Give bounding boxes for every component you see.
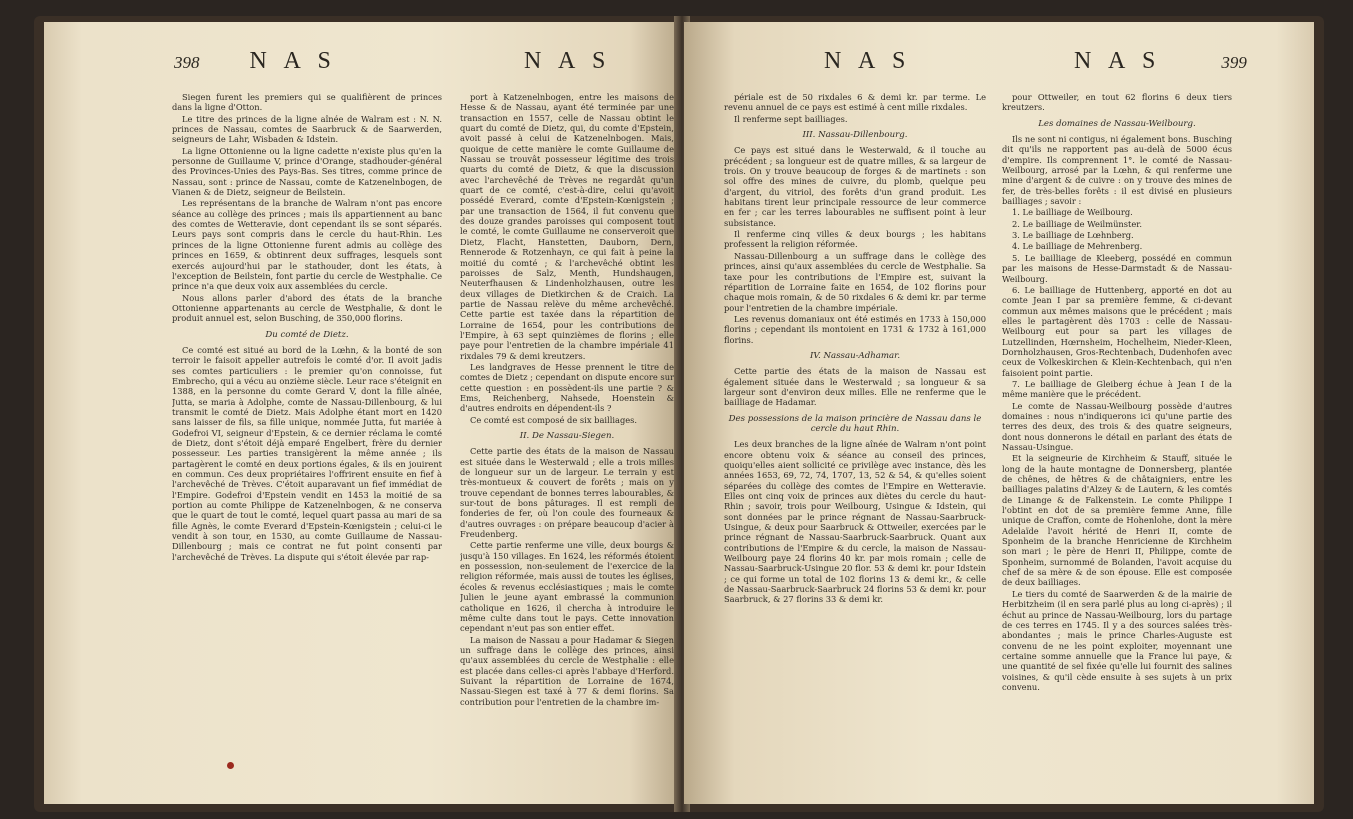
page-number: 399 bbox=[1221, 53, 1247, 72]
paragraph: 6. Le bailliage de Huttenberg, apporté en dot au comte Jean I par sa première femme, & ci-devant commun aux mêmes maisons que le précédent ; mais elles le partagèrent dès 1703 : celle de Nassau-Weilbourg eut pour sa part les villages de Lutzellinden, Hœrnsheim, Hochelheim, Nieder-Kleen, Dornholzhausen, Gros-Rechtenbach, Dudenhofen avec ceux de Volkeskirchen & Klein-Kechtenbach, qui n'en faisoient point partie. bbox=[1002, 284, 1232, 378]
section-heading: Les domaines de Nassau-Weilbourg. bbox=[1038, 118, 1196, 129]
paragraph: La ligne Ottonienne ou la ligne cadette n'existe plus qu'en la personne de Guillaume V, prince d'Orange, stadhouder-général des Provinces-Unies des Pays-Bas. Ses titres, comme prince de Nassau, sont : prince de Nassau, comte de Katzenelnbogen, de Vianen & de Dietz, seigneur de Beilstein. bbox=[172, 145, 442, 198]
paragraph: Ils ne sont ni contigus, ni également bons. Busching dit qu'ils ne rapportent pas au-delà de 5000 écus d'empire. Ils comprennent 1°. le comté de Nassau-Weilbourg, arrosé par la Lœhn, & qui renferme une mine d'argent & de cuivre : on y trouve des mines de fer, de très-belles forêts : il est divisé en plusieurs bailliages ; savoir : bbox=[1002, 134, 1232, 207]
paragraph: Cette partie des états de la maison de Nassau est également située dans le Westerwald ; sa longueur & sa largeur sont d'environ deux milles. Elle ne renferme que le bailliage de Hadamar. bbox=[724, 366, 986, 408]
wax-stain bbox=[227, 762, 234, 769]
paragraph: 7. Le bailliage de Gleiberg échue à Jean I de la même manière que le précédent. bbox=[1002, 378, 1232, 400]
paragraph: La maison de Nassau a pour Hadamar & Siegen un suffrage dans le collège des princes, ainsi qu'aux assemblées du cercle de Westphalie : elle est placée dans celles-ci après l'abbaye d'Herford. Suivant la répartition de Lorraine de 1674, Nassau-Siegen est taxé à 77 & demi florins. Sa contribution pour l'entretien de la chambre im- bbox=[460, 634, 674, 707]
page-number: 398 bbox=[174, 53, 200, 72]
paragraph: Il renferme sept bailliages. bbox=[734, 113, 848, 124]
paragraph: 1. Le bailliage de Weilbourg. bbox=[1012, 207, 1133, 218]
section-heading: III. Nassau-Dillenbourg. bbox=[802, 130, 908, 141]
left-page-header bbox=[174, 48, 337, 82]
paragraph: périale est de 50 rixdales 6 & demi kr. par terme. Le revenu annuel de ce pays est estimé à cent mille rixdales. bbox=[724, 92, 986, 113]
paragraph: 5. Le bailliage de Kleeberg, possédé en commun par les maisons de Hesse-Darmstadt & de Nassau-Weilbourg. bbox=[1002, 252, 1232, 284]
paragraph: Nassau-Dillenbourg a un suffrage dans le collège des princes, ainsi qu'aux assemblées du cercle de Westphalie. Sa taxe pour les contributions de l'Empire est, suivant la répartition de Lorraine faite en 1654, de 102 florins pour chaque mois romain, & de 50 rixdales 6 & demi kr. par terme pour l'entretien de la chambre impériale. bbox=[724, 250, 986, 313]
paragraph: Siegen furent les premiers qui se qualifièrent de princes dans la ligne d'Otton. bbox=[172, 92, 442, 113]
paragraph: Le tiers du comté de Saarwerden & de la mairie de Herbitzheim (il en sera parlé plus au long ci-après) ; il échut au prince de Nassau-Weilbourg, lors du partage de ces terres en 1745. Il y a des sources salées très-abondantes ; mais le prince Charles-Auguste est convenu de ne les point exploiter, moyennant une certaine somme annuelle que la France lui paye, & une quantité de sel fixée qu'elle lui fournit des salines voisines, & qu'il cède ensuite à ses sujets à un prix convenu. bbox=[1002, 588, 1232, 692]
section-heading: II. De Nassau-Siegen. bbox=[519, 431, 615, 441]
paragraph: Les revenus domaniaux ont été estimés en 1733 à 150,000 florins ; cependant ils montoient en 1731 & 1732 à 161,000 florins. bbox=[724, 313, 986, 345]
paragraph: Ce comté est situé au bord de la Lœhn, & la bonté de son terroir le faisoit appeller autrefois le comté d'or. Il avoit jadis ses comtes particuliers : le premier qu'on connoisse, fut Embrecho, qui a vécu au onzième siècle. Leur race s'éteignit en 1388, en la personne du comte Gerard V, dont la fille aînée, Jutta, se maria à Adolphe, comte de Nassau-Dillenbourg, & lui transmit le comté de Dietz. Mais Adolphe étant mort en 1420 sans laisser de fils, sa fille unique, nommée Jutta, fut mariée à Godefroi VI, seigneur d'Epstein, & ce dernier réclama le comté de Dietz, dont s'étoit déjà emparé Engelbert, frère du dernier possesseur. Les parties transigèrent la même année ; ils partagèrent le comté en deux portions égales, & ils en jouirent en commun. Ces deux propriétaires l'offrirent ensuite en fief à l'archevêché de Trèves. C'étoit auparavant un fief immédiat de l'Empire. Godefroi d'Epstein vendit en 1453 la moitié de sa portion au comte Philippe de Katzenelnbogen, & ne conserva que le quart de tout le comté, lequel quart passa au mari de sa fille Agnès, le comte Everard d'Epstein-Kœnigstein ; celui-ci le vendit à son tour, en 1530, au comte Guillaume de Nassau-Dillenbourg ; mais ce contrat ne fut point consenti par l'archevêché de Trèves. La dispute qui s'étoit élevée par rap- bbox=[172, 344, 442, 562]
text-column-right bbox=[460, 92, 674, 802]
running-head: N A S bbox=[1074, 48, 1162, 74]
left-page bbox=[44, 22, 680, 804]
paragraph: Les deux branches de la ligne aînée de Walram n'ont point encore obtenu voix & séance au conseil des princes, quoiqu'elles aient sollicité ce privilège avec instance, dès les années 1653, 69, 72, 74, 1707, 13, 52 & 54, & qu'elles soient séparées du collège des comtes de l'Empire en Wetteravie. Elles ont cinq voix de princes aux diètes du cercle du haut-Rhin ; savoir, trois pour Weilbourg, Usingue & Idstein, qui sont données par le prince régnant de Nassau-Saarbruck-Usingue, & deux pour Saarbruck & Ottweiler, exercées par le prince régnant de Nassau-Saarbruck-Saarbruck. Quant aux contributions de l'Empire & du cercle, la maison de Nassau-Weilbourg paye 24 florins 40 kr. par mois romain ; celle de Nassau-Saarbruck-Usingue 20 flor. 53 & demi kr. pour Idstein ; ce qui forme un total de 102 florins 13 & demi kr., & celle de Nassau-Saarbruck-Saarbruck 24 florins 53 & demi kr. pour Saarbruck, & 27 florins 33 & demi kr. bbox=[724, 439, 986, 605]
paragraph: Le titre des princes de la ligne aînée de Walram est : N. N. princes de Nassau, comtes de Saarbruck & de Saarwerden, seigneurs de Lahr, Wisbaden & Idstein. bbox=[172, 113, 442, 145]
paragraph: Cette partie des états de la maison de Nassau est située dans le Westerwald ; elle a trois milles de longueur sur un de largeur. Le terrain y est très-montueux & couvert de forêts ; mais on y trouve cependant de bonnes terres labourables, & sur-tout de bons pâturages. Il est rempli de fonderies de fer, où l'on coule des fourneaux & d'autres ouvrages : on prépare beaucoup d'acier à Freudenberg. bbox=[460, 446, 674, 540]
paragraph: port à Katzenelnbogen, entre les maisons de Hesse & de Nassau, ayant été terminée par une transaction en 1557, celle de Nassau obtint le quart du comté de Dietz, qui, du comte d'Epstein, avoit passé à celui de Katzenelnbogen. Mais, quoique de cette manière le comte Guillaume de Nassau se trouvât possesseur légitime des trois quarts du comté de Dietz, & que la discussion avec l'archevêché de Trèves ne regardât qu'un quart de ce comté, c'est-à-dire, celui qu'avoit possédé Everard, comte d'Epstein-Kœnigstein ; par une transaction de 1564, il fut convenu que des douze grandes paroisses qui composent tout le comté, le comte Guillaume ne conserveroit que Dietz, Flacht, Hanstetten, Dauborn, Dern, Rennerode & Rotzenhayn, ce qui fait à peine la moitié du comté ; & l'archevêché obtint les paroisses de Salz, Menth, Hundshaugen, Neuterfhausen & Lindenholzhausen, outre les deux villages de Dietkirchen & de Craich. La partie de Nassau relève du même archevêché. Cette partie est taxée dans la répartition de Lorraine de 1654, pour les contributions de l'Empire, à 63 sept quinzièmes de florins ; elle paye pour l'entretien de la chambre impériale 41 rixdales 79 & demi kreutzers. bbox=[460, 92, 674, 361]
text-column-right bbox=[1002, 92, 1232, 802]
section-heading: Du comté de Dietz. bbox=[265, 329, 349, 340]
paragraph: Le comte de Nassau-Weilbourg possède d'autres domaines : nous n'indiquerons ici qu'une partie des terres des deux, des trois & des quatre seigneurs, dont nous donnerons le détail en parlant des états de Nassau-Usingue. bbox=[1002, 400, 1232, 452]
paragraph: 4. Le bailliage de Mehrenberg. bbox=[1012, 241, 1143, 252]
text-column-left bbox=[724, 92, 986, 802]
paragraph: Les landgraves de Hesse prennent le titre de comtes de Dietz ; cependant on dispute encore sur cette question : en possèdent-ils une partie ? & Ems, Reichenberg, Nahsede, Hoenstein & d'autres endroits en dépendent-ils ? bbox=[460, 361, 674, 414]
book-spread bbox=[34, 16, 1324, 812]
running-head-right: N A S bbox=[524, 48, 612, 74]
right-page-header bbox=[1074, 48, 1247, 82]
running-head-left: N A S bbox=[824, 48, 912, 74]
paragraph: Nous allons parler d'abord des états de la branche Ottonienne appartenants au cercle de Westphalie, & dont le produit annuel est, selon Busching, de 350,000 florins. bbox=[172, 292, 442, 324]
section-heading: IV. Nassau-Adhamar. bbox=[809, 350, 901, 361]
section-heading: Des possessions de la maison princière de Nassau dans le cercle du haut Rhin. bbox=[728, 413, 982, 434]
paragraph: pour Ottweiler, en tout 62 florins 6 deux tiers kreutzers. bbox=[1002, 92, 1232, 113]
paragraph: Et la seigneurie de Kirchheim & Stauff, située le long de la haute montagne de Donnersberg, plantée de chênes, de hêtres & de châtaigniers, entre les bailliages palatins d'Alzey & de Lautern, & les comtés de Linange & de Falkenstein. Le comte Philippe I l'obtint en dot de sa première femme Anne, fille unique de Craffon, comte de Hohenlohe, dont la mère Adelaïde l'avoit hérité de Henri II, comte de Sponheim de la branche Henricienne de Kirchheim son mari ; le père de Henri II, Philippe, comte de Sponheim, surnommé de Bolanden, l'avoit acquise du chef de sa mère & de son épouse. Elle est composée de deux bailliages. bbox=[1002, 453, 1232, 588]
paragraph: 3. Le bailliage de Lœhnberg. bbox=[1012, 230, 1134, 241]
paragraph: Il renferme cinq villes & deux bourgs ; les habitans professent la religion réformée. bbox=[724, 229, 986, 250]
paragraph: Ce comté est composé de six bailliages. bbox=[470, 414, 638, 425]
running-head: N A S bbox=[249, 48, 337, 74]
right-page bbox=[684, 22, 1314, 804]
paragraph: Ce pays est situé dans le Westerwald, & il touche au précédent ; sa longueur est de quatre milles, & sa largeur de trois. On y trouve beaucoup de forges & de martinets : son sol offre des mines de cuivre, du plomb, quelque peu d'argent, du vitriol, des forêts d'un grand produit. Les habitans tirent leur principale ressource de leur commerce en fer ; car les terres labourables ne suffisent point à leur subsistance. bbox=[724, 145, 986, 228]
paragraph: Cette partie renferme une ville, deux bourgs & jusqu'à 150 villages. En 1624, les réformés étoient en possession, non-seulement de l'exercice de la religion réformée, mais aussi de toutes les églises, écoles & revenus ecclésiastiques ; mais le comte Julien le jeune ayant embrassé la communion catholique en 1626, il chercha à introduire le même culte dans tout le pays. Cette innovation cependant n'eut pas son entier effet. bbox=[460, 540, 674, 634]
text-column-left bbox=[172, 92, 442, 802]
paragraph: 2. Le bailliage de Weilmünster. bbox=[1012, 218, 1142, 229]
paragraph: Les représentans de la branche de Walram n'ont pas encore séance au collège des princes ; mais ils appartiennent au banc des comtes de Wetteravie, dont cependant ils se sont séparés. Leurs pays sont compris dans le cercle du haut-Rhin. Les princes de la ligne Ottonienne furent admis au collège des princes en 1659, & obtinrent deux suffrages, lesquels sont exercés aujourd'hui par le stathouder, dont les états, à l'exception de Beilstein, font partie du cercle de Westphalie. Ce prince n'a que deux voix aux assemblées du cercle. bbox=[172, 198, 442, 292]
